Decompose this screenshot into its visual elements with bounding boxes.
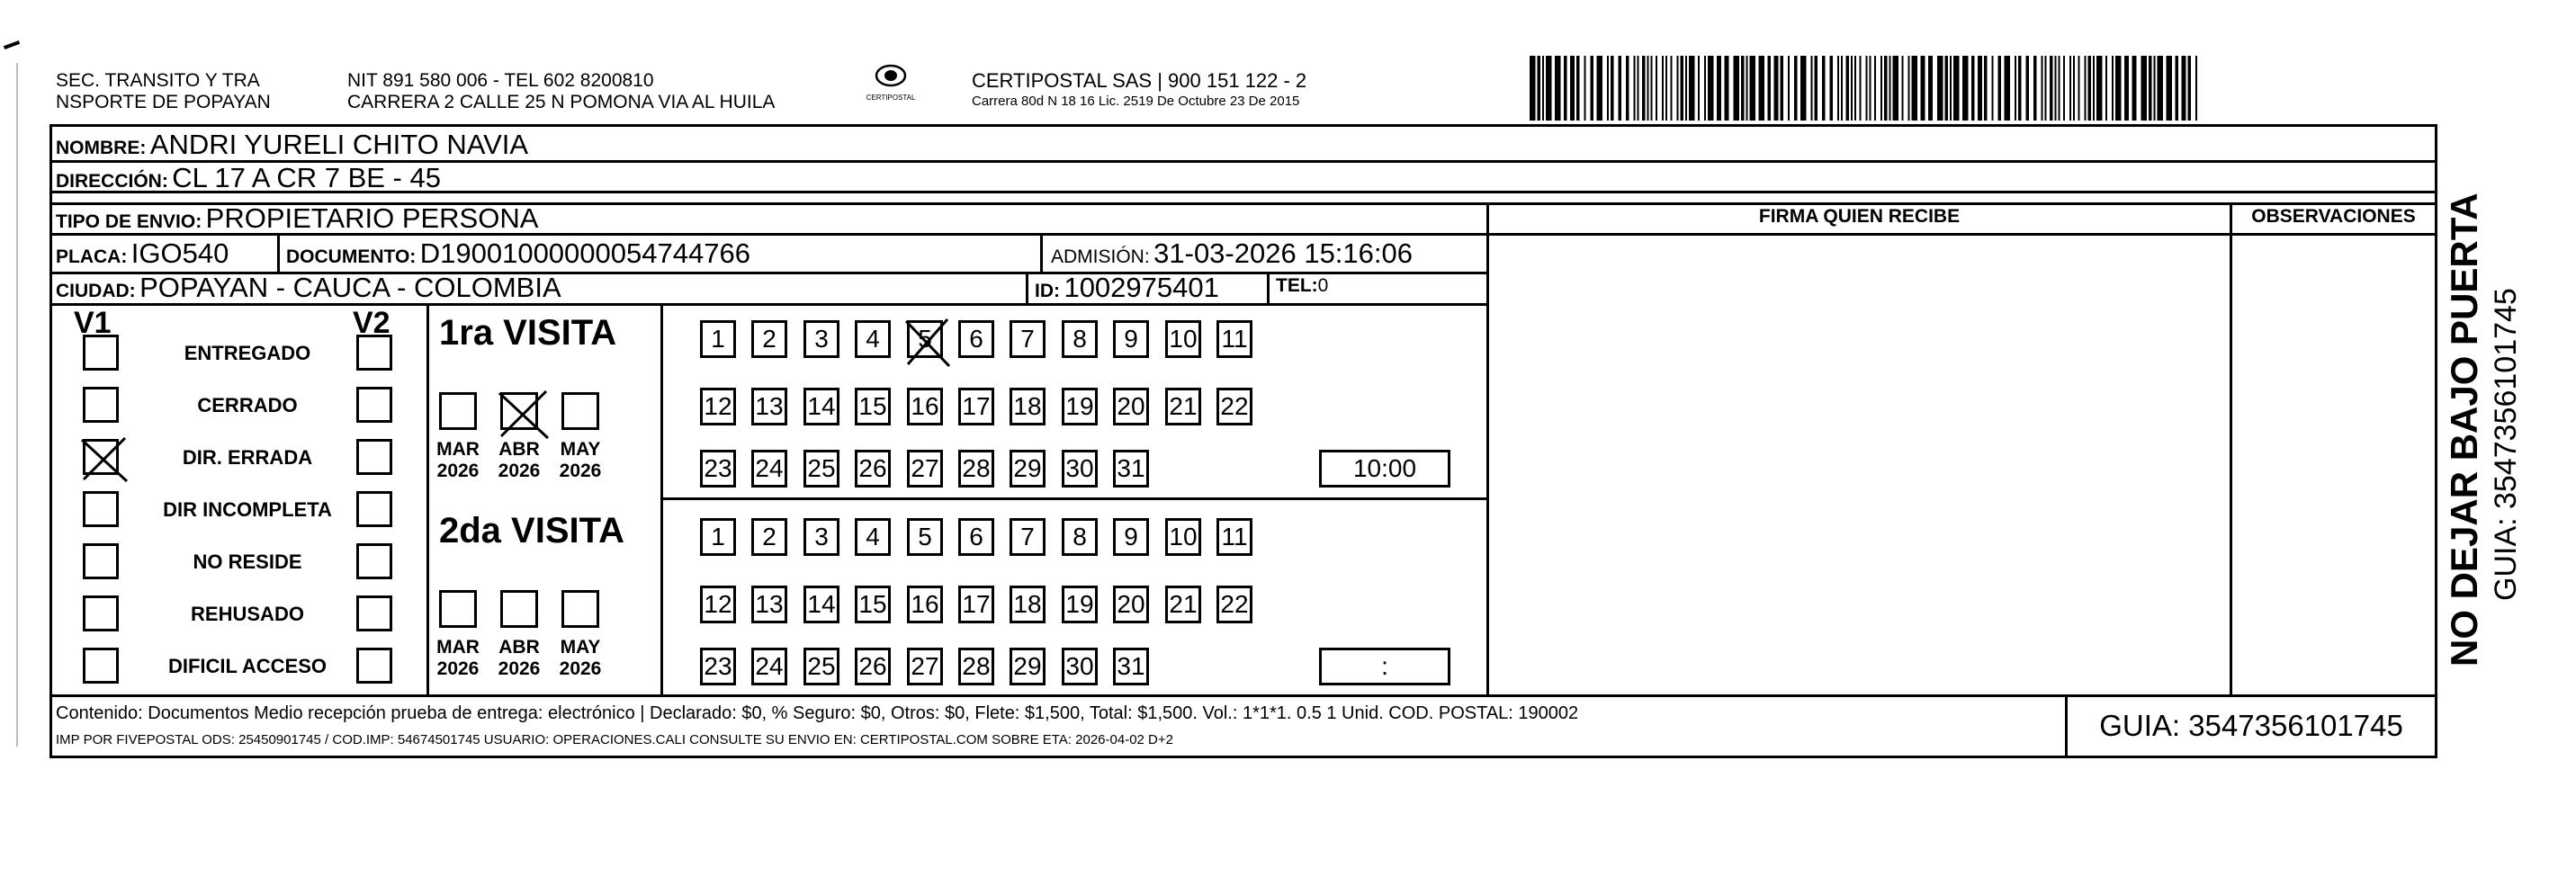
barcode-bar bbox=[2055, 56, 2057, 121]
barcode-bar bbox=[1962, 56, 1969, 121]
barcode-bar bbox=[1708, 56, 1714, 121]
barcode-bar bbox=[1774, 56, 1779, 121]
barcode-bar bbox=[1815, 56, 1818, 121]
barcode-bar bbox=[2045, 56, 2047, 121]
day-box[interactable]: 11 bbox=[1216, 320, 1252, 358]
send-type-row: TIPO DE ENVIO: PROPIETARIO PERSONA bbox=[56, 202, 539, 234]
day-box[interactable]: 27 bbox=[907, 648, 943, 685]
barcode-bar bbox=[1866, 56, 1868, 121]
barcode-bar bbox=[1656, 56, 1657, 121]
day-box[interactable]: 22 bbox=[1216, 586, 1252, 623]
recipient-address: CL 17 A CR 7 BE - 45 bbox=[172, 162, 441, 193]
barcode-bar bbox=[2026, 56, 2030, 121]
barcode-bar bbox=[1611, 56, 1614, 121]
side-warning: NO DEJAR BAJO PUERTA bbox=[2443, 192, 2485, 667]
frame-bottom bbox=[49, 756, 2437, 758]
day-box[interactable]: 28 bbox=[958, 648, 994, 685]
day-box[interactable]: 2 bbox=[751, 320, 787, 358]
name-row: NOMBRE: ANDRI YURELI CHITO NAVIA bbox=[56, 129, 529, 160]
barcode-bar bbox=[2063, 56, 2065, 121]
barcode-bar bbox=[1538, 56, 1541, 121]
month-checkbox[interactable] bbox=[561, 392, 599, 430]
v1-checkbox[interactable] bbox=[83, 335, 119, 371]
day-box[interactable]: 25 bbox=[803, 648, 839, 685]
barcode-bar bbox=[2132, 56, 2137, 121]
barcode-bar bbox=[2115, 56, 2122, 121]
day-box[interactable]: 7 bbox=[1010, 320, 1046, 358]
barcode-bar bbox=[1794, 56, 1798, 121]
carrier-info: CERTIPOSTAL SAS | 900 151 122 - 2 Carrera 80d N 18 16 Lic. 2519 De Octubre 23 De 2015 bbox=[972, 69, 1307, 109]
day-box[interactable]: 7 bbox=[1010, 518, 1046, 556]
barcode-bar bbox=[1725, 56, 1729, 121]
barcode-bar bbox=[1564, 56, 1567, 121]
barcode-bar bbox=[1870, 56, 1871, 121]
barcode-bar bbox=[1908, 56, 1910, 121]
barcode-bar bbox=[1998, 56, 2002, 121]
reason-label: DIR. ERRADA bbox=[182, 446, 313, 469]
v2-label: V2 bbox=[353, 306, 390, 340]
day-box[interactable]: 5 bbox=[907, 518, 943, 556]
barcode-bar bbox=[1734, 56, 1740, 121]
day-box[interactable]: 18 bbox=[1010, 388, 1046, 425]
barcode-bar bbox=[2096, 56, 2103, 121]
barcode-bar bbox=[2167, 56, 2173, 121]
recipient-id: 1002975401 bbox=[1064, 272, 1219, 303]
barcode-bar bbox=[1638, 56, 1639, 121]
scan-mark bbox=[4, 40, 20, 49]
day-box[interactable]: 5 bbox=[907, 320, 943, 358]
barcode-bar bbox=[1619, 56, 1622, 121]
barcode-bar bbox=[1945, 56, 1949, 121]
document-number: D19001000000054744766 bbox=[419, 237, 750, 269]
col-divider bbox=[660, 303, 663, 696]
month-checkbox[interactable] bbox=[439, 392, 477, 430]
frame-right bbox=[2435, 124, 2437, 758]
day-box[interactable]: 21 bbox=[1165, 388, 1201, 425]
sender-name: SEC. TRANSITO Y TRA NSPORTE DE POPAYAN bbox=[56, 70, 271, 112]
day-box[interactable]: 18 bbox=[1010, 586, 1046, 623]
reason-label: ENTREGADO bbox=[184, 342, 311, 364]
admission-date: 31-03-2026 15:16:06 bbox=[1153, 237, 1413, 269]
barcode-bar bbox=[2005, 56, 2011, 121]
barcode-bar bbox=[1746, 56, 1748, 121]
month-label: ABR 2026 bbox=[498, 637, 541, 679]
day-box[interactable]: 4 bbox=[855, 320, 891, 358]
id-cell: ID: 1002975401 bbox=[1035, 272, 1219, 303]
day-box[interactable]: 8 bbox=[1062, 518, 1098, 556]
day-box[interactable]: 30 bbox=[1062, 648, 1098, 685]
col-divider bbox=[1026, 272, 1028, 304]
time-box[interactable]: 10:00 bbox=[1319, 450, 1450, 488]
footer-top bbox=[49, 694, 2437, 697]
day-box[interactable]: 15 bbox=[855, 388, 891, 425]
barcode-bar bbox=[1698, 56, 1700, 121]
day-box[interactable]: 17 bbox=[958, 586, 994, 623]
barcode-bar bbox=[2093, 56, 2095, 121]
day-box[interactable]: 24 bbox=[751, 450, 787, 488]
day-box[interactable]: 11 bbox=[1216, 518, 1252, 556]
barcode-bar bbox=[2033, 56, 2037, 121]
barcode-bar bbox=[1846, 56, 1850, 121]
barcode-bar bbox=[1704, 56, 1706, 121]
barcode-bar bbox=[1546, 56, 1552, 121]
barcode-bar bbox=[1634, 56, 1636, 121]
day-box[interactable]: 14 bbox=[803, 586, 839, 623]
month-checkbox[interactable] bbox=[500, 590, 538, 628]
barcode-bar bbox=[2188, 56, 2192, 121]
day-box[interactable]: 10 bbox=[1165, 518, 1201, 556]
city: POPAYAN - CAUCA - COLOMBIA bbox=[139, 272, 561, 303]
day-box[interactable]: 26 bbox=[855, 648, 891, 685]
v2-checkbox[interactable] bbox=[356, 543, 392, 579]
day-box[interactable]: 14 bbox=[803, 388, 839, 425]
observations-header: OBSERVACIONES bbox=[2251, 206, 2416, 227]
barcode-bar bbox=[1837, 56, 1839, 121]
day-box[interactable]: 26 bbox=[855, 450, 891, 488]
month-checkbox[interactable] bbox=[500, 392, 538, 430]
reason-label: DIFICIL ACCESO bbox=[167, 655, 327, 677]
day-box[interactable]: 23 bbox=[700, 648, 736, 685]
barcode-bar bbox=[1971, 56, 1975, 121]
v2-checkbox[interactable] bbox=[356, 595, 392, 631]
month-label: MAY 2026 bbox=[559, 637, 602, 679]
day-box[interactable]: 3 bbox=[803, 518, 839, 556]
barcode-bar bbox=[2176, 56, 2179, 121]
certipostal-logo bbox=[873, 63, 909, 94]
barcode-bar bbox=[1854, 56, 1856, 121]
barcode-bar bbox=[2015, 56, 2016, 121]
barcode-bar bbox=[1851, 56, 1853, 121]
barcode-bar bbox=[1750, 56, 1756, 121]
barcode-bar bbox=[2141, 56, 2148, 121]
day-box[interactable]: 22 bbox=[1216, 388, 1252, 425]
barcode-bar bbox=[1642, 56, 1646, 121]
v1-checkbox[interactable] bbox=[83, 648, 119, 684]
v1-checkbox[interactable] bbox=[83, 439, 119, 475]
barcode bbox=[1530, 56, 2204, 121]
barcode-bar bbox=[1880, 56, 1882, 121]
day-box[interactable]: 16 bbox=[907, 388, 943, 425]
barcode-bar bbox=[2088, 56, 2092, 121]
day-box[interactable]: 16 bbox=[907, 586, 943, 623]
barcode-bar bbox=[1665, 56, 1667, 121]
footer-guide: GUIA: 3547356101745 bbox=[2099, 709, 2403, 742]
day-box[interactable]: 13 bbox=[751, 388, 787, 425]
barcode-bar bbox=[1607, 56, 1609, 121]
barcode-bar bbox=[1953, 56, 1960, 121]
frame-top bbox=[49, 124, 2437, 127]
day-box[interactable]: 24 bbox=[751, 648, 787, 685]
day-box[interactable]: 31 bbox=[1113, 648, 1149, 685]
day-box[interactable]: 15 bbox=[855, 586, 891, 623]
send-type: PROPIETARIO PERSONA bbox=[205, 202, 539, 234]
v1-checkbox[interactable] bbox=[83, 491, 119, 527]
barcode-bar bbox=[1647, 56, 1649, 121]
city-cell: CIUDAD: POPAYAN - CAUCA - COLOMBIA bbox=[56, 272, 561, 303]
barcode-bar bbox=[1884, 56, 1888, 121]
day-box[interactable]: 25 bbox=[803, 450, 839, 488]
plate-cell: PLACA: IGO540 bbox=[56, 237, 229, 269]
barcode-bar bbox=[2078, 56, 2080, 121]
barcode-bar bbox=[1874, 56, 1876, 121]
barcode-bar bbox=[1822, 56, 1826, 121]
barcode-bar bbox=[1830, 56, 1834, 121]
barcode-bar bbox=[1902, 56, 1904, 121]
barcode-bar bbox=[1651, 56, 1653, 121]
day-box[interactable]: 4 bbox=[855, 518, 891, 556]
reason-label: NO RESIDE bbox=[193, 550, 302, 573]
barcode-bar bbox=[1921, 56, 1925, 121]
barcode-bar bbox=[1984, 56, 1988, 121]
barcode-bar bbox=[1597, 56, 1603, 121]
day-box[interactable]: 6 bbox=[958, 320, 994, 358]
barcode-bar bbox=[2124, 56, 2129, 121]
reason-label: REHUSADO bbox=[191, 603, 304, 625]
barcode-bar bbox=[1937, 56, 1943, 121]
month-label: ABR 2026 bbox=[498, 439, 541, 481]
barcode-bar bbox=[1768, 56, 1772, 121]
day-box[interactable]: 8 bbox=[1062, 320, 1098, 358]
signature-header: FIRMA QUIEN RECIBE bbox=[1758, 206, 1961, 227]
barcode-bar bbox=[1912, 56, 1918, 121]
document-cell: DOCUMENTO: D19001000000054744766 bbox=[286, 237, 750, 269]
col-divider bbox=[277, 233, 280, 273]
col-divider bbox=[1040, 233, 1043, 273]
day-box[interactable]: 12 bbox=[700, 388, 736, 425]
v1-checkbox[interactable] bbox=[83, 387, 119, 423]
signature-area[interactable] bbox=[1489, 236, 2230, 694]
barcode-bar bbox=[2050, 56, 2053, 121]
barcode-bar bbox=[1570, 56, 1575, 121]
scan-edge bbox=[16, 63, 18, 747]
sender-address: NIT 891 580 006 - TEL 602 8200810 CARRERA 2 CALLE 25 N POMONA VIA AL HUILA bbox=[347, 70, 776, 112]
frame-left bbox=[49, 124, 52, 758]
barcode-bar bbox=[1800, 56, 1807, 121]
barcode-bar bbox=[2112, 56, 2114, 121]
tel-cell: TEL:0 bbox=[1276, 275, 1329, 296]
barcode-bar bbox=[1662, 56, 1664, 121]
day-box[interactable]: 3 bbox=[803, 320, 839, 358]
barcode-bar bbox=[1681, 56, 1684, 121]
barcode-bar bbox=[2042, 56, 2043, 121]
day-box[interactable]: 6 bbox=[958, 518, 994, 556]
v2-checkbox[interactable] bbox=[356, 335, 392, 371]
barcode-bar bbox=[1530, 56, 1536, 121]
recipient-name: ANDRI YURELI CHITO NAVIA bbox=[149, 129, 529, 160]
barcode-bar bbox=[2018, 56, 2022, 121]
day-box[interactable]: 13 bbox=[751, 586, 787, 623]
print-line: IMP POR FIVEPOSTAL ODS: 25450901745 / COD.IMP: 54674501745 USUARIO: OPERACIONES.CALI CONSULTE SU ENVIO EN: CERTIPOSTAL.COM SOBRE ETA: 2026-04-02 D+2 bbox=[56, 732, 1173, 747]
v2-checkbox[interactable] bbox=[356, 491, 392, 527]
barcode-bar bbox=[1788, 56, 1790, 121]
barcode-bar bbox=[2195, 56, 2197, 121]
day-box[interactable]: 27 bbox=[907, 450, 943, 488]
day-box[interactable]: 9 bbox=[1113, 320, 1149, 358]
v1-checkbox[interactable] bbox=[83, 595, 119, 631]
col-divider bbox=[426, 303, 429, 696]
barcode-bar bbox=[1950, 56, 1952, 121]
day-box[interactable]: 20 bbox=[1113, 586, 1149, 623]
day-box[interactable]: 9 bbox=[1113, 518, 1149, 556]
day-box[interactable]: 12 bbox=[700, 586, 736, 623]
observations-area[interactable] bbox=[2232, 236, 2435, 694]
barcode-bar bbox=[1689, 56, 1695, 121]
barcode-bar bbox=[1685, 56, 1687, 121]
day-box[interactable]: 29 bbox=[1010, 450, 1046, 488]
barcode-bar bbox=[2073, 56, 2075, 121]
barcode-bar bbox=[1811, 56, 1813, 121]
day-box[interactable]: 17 bbox=[958, 388, 994, 425]
barcode-bar bbox=[2069, 56, 2071, 121]
barcode-bar bbox=[1671, 56, 1673, 121]
barcode-bar bbox=[1889, 56, 1891, 121]
barcode-bar bbox=[1860, 56, 1862, 121]
barcode-bar bbox=[1741, 56, 1745, 121]
month-label: MAR 2026 bbox=[436, 439, 480, 481]
barcode-bar bbox=[2085, 56, 2087, 121]
v2-checkbox[interactable] bbox=[356, 439, 392, 475]
barcode-bar bbox=[1928, 56, 1933, 121]
v2-checkbox[interactable] bbox=[356, 387, 392, 423]
col-divider bbox=[1267, 272, 1270, 304]
barcode-bar bbox=[1841, 56, 1843, 121]
barcode-bar bbox=[1781, 56, 1784, 121]
barcode-bar bbox=[2149, 56, 2152, 121]
barcode-bar bbox=[1992, 56, 1994, 121]
reason-label: DIR INCOMPLETA bbox=[163, 498, 332, 521]
month-label: MAY 2026 bbox=[559, 439, 602, 481]
barcode-bar bbox=[1759, 56, 1765, 121]
barcode-bar bbox=[1555, 56, 1561, 121]
barcode-bar bbox=[2154, 56, 2156, 121]
time-box[interactable]: : bbox=[1319, 648, 1450, 685]
barcode-bar bbox=[2182, 56, 2186, 121]
day-box[interactable]: 20 bbox=[1113, 388, 1149, 425]
barcode-bar bbox=[2158, 56, 2164, 121]
barcode-bar bbox=[1591, 56, 1594, 121]
day-box[interactable]: 1 bbox=[700, 518, 736, 556]
month-checkbox[interactable] bbox=[439, 590, 477, 628]
month-checkbox[interactable] bbox=[561, 590, 599, 628]
barcode-bar bbox=[2105, 56, 2107, 121]
visit-divider bbox=[660, 497, 1488, 500]
v1-label: V1 bbox=[74, 306, 112, 340]
content-line: Contenido: Documentos Medio recepción prueba de entrega: electrónico | Declarado: $0, % Seguro: $0, Otros: $0, Flete: $1,500, Total: $1,500. Vol.: 1*1*1. 0.5 1 Unid. COD. POSTAL: 190002 bbox=[56, 703, 1579, 723]
day-box[interactable]: 1 bbox=[700, 320, 736, 358]
day-box[interactable]: 23 bbox=[700, 450, 736, 488]
tel-value: 0 bbox=[1317, 275, 1329, 296]
day-box[interactable]: 30 bbox=[1062, 450, 1098, 488]
barcode-bar bbox=[1893, 56, 1899, 121]
v1-checkbox[interactable] bbox=[83, 543, 119, 579]
barcode-bar bbox=[1542, 56, 1544, 121]
plate: IGO540 bbox=[130, 237, 229, 269]
day-box[interactable]: 28 bbox=[958, 450, 994, 488]
barcode-bar bbox=[1978, 56, 1982, 121]
day-box[interactable]: 21 bbox=[1165, 586, 1201, 623]
address-row: DIRECCIÓN: CL 17 A CR 7 BE - 45 bbox=[56, 162, 441, 193]
barcode-bar bbox=[1677, 56, 1679, 121]
reason-label: CERRADO bbox=[197, 394, 298, 416]
month-label: MAR 2026 bbox=[436, 637, 480, 679]
day-box[interactable]: 10 bbox=[1165, 320, 1201, 358]
admission-cell: ADMISIÓN: 31-03-2026 15:16:06 bbox=[1051, 237, 1413, 269]
day-box[interactable]: 2 bbox=[751, 518, 787, 556]
barcode-bar bbox=[2059, 56, 2060, 121]
day-box[interactable]: 31 bbox=[1113, 450, 1149, 488]
barcode-bar bbox=[1626, 56, 1629, 121]
day-box[interactable]: 19 bbox=[1062, 586, 1098, 623]
v2-checkbox[interactable] bbox=[356, 648, 392, 684]
day-box[interactable]: 19 bbox=[1062, 388, 1098, 425]
barcode-bar bbox=[1576, 56, 1580, 121]
side-guide: GUIA: 3547356101745 bbox=[2489, 288, 2523, 601]
barcode-bar bbox=[1717, 56, 1721, 121]
logo-wordmark: CERTIPOSTAL bbox=[866, 94, 916, 102]
day-box[interactable]: 29 bbox=[1010, 648, 1046, 685]
barcode-bar bbox=[1584, 56, 1586, 121]
visit1-title: 1ra VISITA bbox=[439, 313, 617, 353]
visit2-title: 2da VISITA bbox=[439, 511, 624, 550]
